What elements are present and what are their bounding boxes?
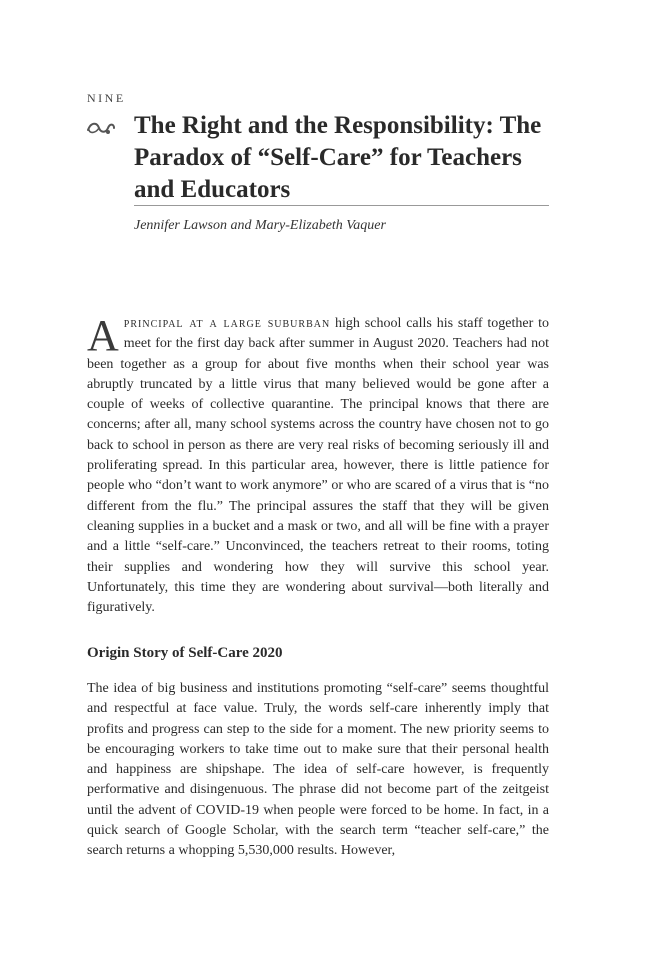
chapter-number-label: NINE	[87, 91, 126, 105]
drop-cap: A	[87, 311, 119, 360]
section-paragraph: The idea of big business and institutions promoting “self-care” seems thoughtful and respectful at face value. Truly, the words self-care inherently imply that profits and progress can step to the side for a moment. The new priority seems to be encouraging workers to take time out to make sure that their personal health and happiness are shipshape. The idea of self-care however, is frequently performative and disingenuous. The phrase did not become part of the zeitgeist until the advent of COVID-19 when people were forced to be home. In fact, in a quick search of Google Scholar, with the search term “teacher self-care,” the search returns a whopping 5,530,000 results. However,	[87, 681, 549, 859]
title-divider	[134, 205, 549, 206]
chapter-authors: Jennifer Lawson and Mary-Elizabeth Vaquer	[134, 218, 386, 233]
fleuron-icon	[86, 116, 116, 138]
opening-small-caps: principal at a large suburban	[123, 316, 331, 331]
section-heading: Origin Story of Self-Care 2020	[87, 645, 283, 661]
opening-paragraph-text: high school calls his staff together to meet for the first day back after summer in August 2020. Teachers had not been together as a group for about five months when their school year was abruptly truncated by a little virus that many believed would be gone after a couple of weeks of collective quarantine. The principal knows that there are concerns; after all, many school systems across the country have chosen not to go back to school in person as there are very real risks of becoming seriously ill and proliferating spread. In this particular area, however, there is little patience for people who “don’t want to work anymore” or who are scared of a virus that is “no different from the flu.” The principal assures the staff that they will be given cleaning supplies in a bucket and a mask or two, and all will be fine with a prayer and a little “self-care.” Unconvinced, the teachers retreat to their rooms, toting their supplies and wondering how they will survive this school year. Unfortunately, this time they are wondering about survival—both literally and figuratively.	[87, 316, 549, 616]
opening-paragraph	[87, 311, 549, 618]
chapter-title: The Right and the Responsibility: The Paradox of “Self-Care” for Teachers and Educators	[134, 112, 542, 203]
